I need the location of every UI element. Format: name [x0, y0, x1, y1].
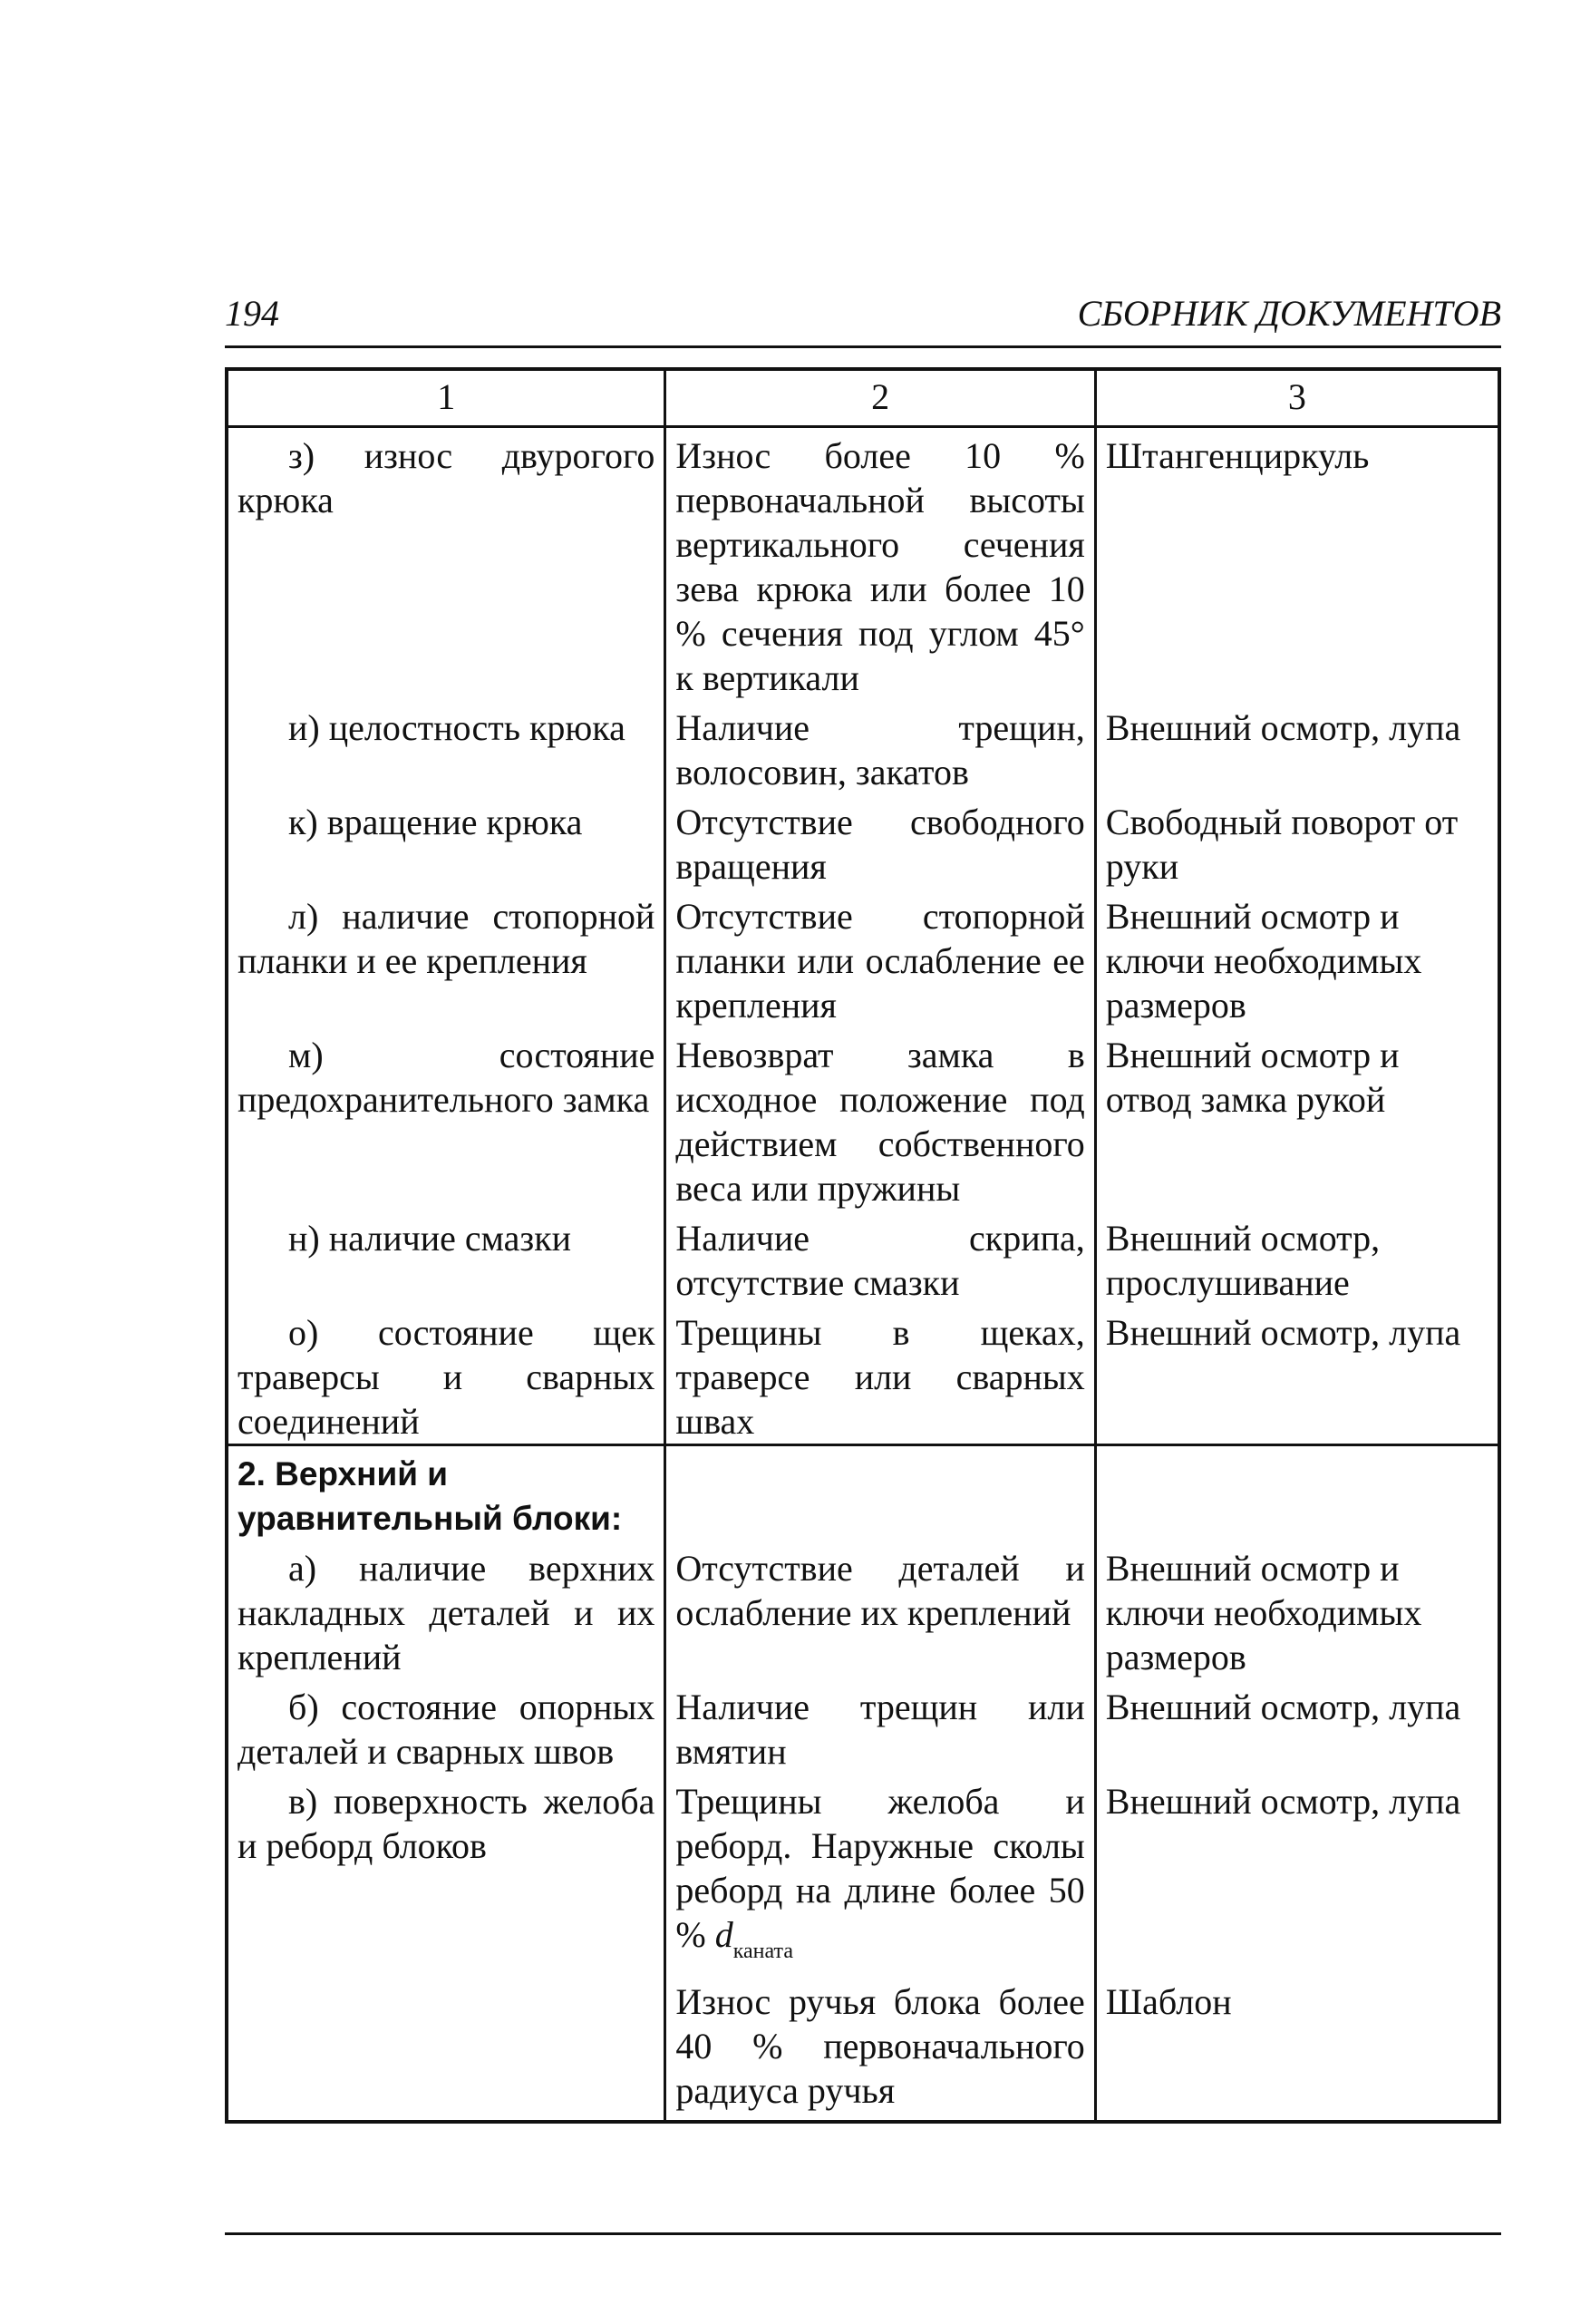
inspected-element: о) состояние щек траверсы и сварных соединений — [227, 1305, 665, 1445]
rejection-criterion: Отсутствие деталей и ослабление их креплений — [665, 1541, 1095, 1679]
criterion-text: Трещины желоба и реборд. Наружные сколы реборд на длине более 50 % — [675, 1781, 1085, 1955]
inspection-method: Внешний осмотр, лупа — [1095, 700, 1499, 794]
rejection-criterion — [665, 1774, 1095, 1974]
column-number: 1 — [227, 369, 665, 427]
inspection-method: Внешний осмотр, лупа — [1095, 1679, 1499, 1774]
inspection-method: Свободный поворот от руки — [1095, 794, 1499, 889]
rejection-criterion: Трещины в щеках, траверсе или сварных швах — [665, 1305, 1095, 1445]
rejection-criterion: Отсутствие свободного вращения — [665, 794, 1095, 889]
inspection-table — [225, 367, 1501, 2124]
rejection-criterion: Износ более 10 % первоначальной высоты вертикального сечения зева крюка или более 10 % сечения под углом 45° к вертикали — [665, 427, 1095, 701]
table-row — [227, 1679, 1499, 1774]
inspected-element: в) поверхность желоба и реборд блоков — [227, 1774, 665, 1974]
inspected-element — [227, 1974, 665, 2122]
rejection-criterion: Наличие скрипа, отсутствие смазки — [665, 1211, 1095, 1305]
inspected-element: а) наличие верхних накладных деталей и их креплений — [227, 1541, 665, 1679]
table-row — [227, 1211, 1499, 1305]
rejection-criterion: Отсутствие стопорной планки или ослабление ее крепления — [665, 889, 1095, 1027]
table-row — [227, 889, 1499, 1027]
rejection-criterion: Невозврат замка в исходное положение под действием собственного веса или пружины — [665, 1027, 1095, 1211]
page-header — [225, 292, 1501, 348]
inspected-element: м) состояние предохранительного замка — [227, 1027, 665, 1211]
inspection-method: Внешний осмотр, лупа — [1095, 1774, 1499, 1974]
inspected-element: н) наличие смазки — [227, 1211, 665, 1305]
inspection-method: Внешний осмотр, лупа — [1095, 1305, 1499, 1445]
inspected-element: з) износ двурогого крюка — [227, 427, 665, 701]
header-rule — [225, 345, 1501, 348]
table-row — [227, 1305, 1499, 1445]
table-row — [227, 1774, 1499, 1974]
rope-diameter-symbol: d — [714, 1914, 733, 1955]
column-number: 3 — [1095, 369, 1499, 427]
rope-diameter-subscript: каната — [732, 1940, 793, 1963]
running-title: СБОРНИК ДОКУМЕНТОВ — [1077, 293, 1501, 334]
table-row — [227, 794, 1499, 889]
inspection-method: Штангенциркуль — [1095, 427, 1499, 701]
inspected-element: л) наличие стопорной планки и ее крепления — [227, 889, 665, 1027]
inspected-element: б) состояние опорных деталей и сварных швов — [227, 1679, 665, 1774]
empty-cell — [1095, 1445, 1499, 1541]
table-row — [227, 1027, 1499, 1211]
section-heading-row — [227, 1445, 1499, 1541]
page-number: 194 — [225, 293, 279, 334]
table-row — [227, 1974, 1499, 2122]
rejection-criterion: Наличие трещин или вмятин — [665, 1679, 1095, 1774]
inspection-method: Внешний осмотр и ключи необходимых размеров — [1095, 889, 1499, 1027]
inspection-method: Внешний осмотр и отвод замка рукой — [1095, 1027, 1499, 1211]
column-number: 2 — [665, 369, 1095, 427]
table-row — [227, 700, 1499, 794]
rejection-criterion: Наличие трещин, волосовин, закатов — [665, 700, 1095, 794]
empty-cell — [665, 1445, 1095, 1541]
rejection-criterion: Износ ручья блока более 40 % первоначального радиуса ручья — [665, 1974, 1095, 2122]
table-row — [227, 1541, 1499, 1679]
section-title: 2. Верхний и уравнительный блоки: — [227, 1445, 665, 1541]
inspection-method: Внешний осмотр и ключи необходимых размеров — [1095, 1541, 1499, 1679]
column-number-row — [227, 369, 1499, 427]
table-row — [227, 427, 1499, 701]
inspected-element: к) вращение крюка — [227, 794, 665, 889]
footer-rule — [225, 2232, 1501, 2235]
inspected-element: и) целостность крюка — [227, 700, 665, 794]
inspection-method: Внешний осмотр, прослушивание — [1095, 1211, 1499, 1305]
inspection-method: Шаблон — [1095, 1974, 1499, 2122]
